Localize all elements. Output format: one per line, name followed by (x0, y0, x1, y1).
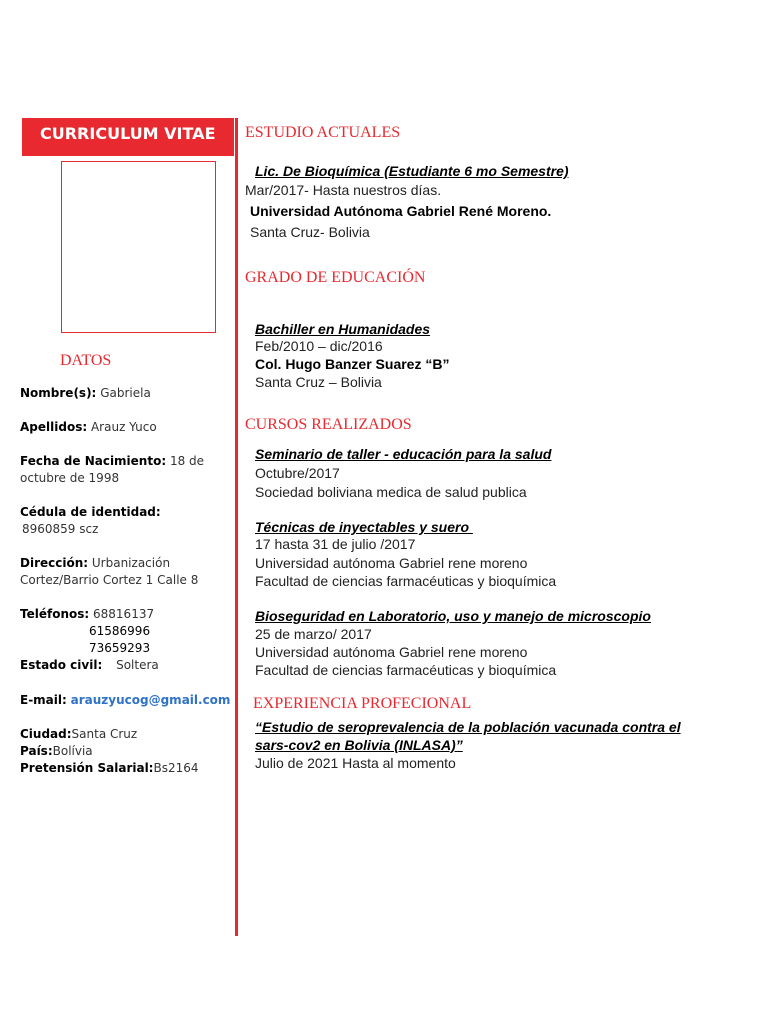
telefono-1: 68816137 (93, 607, 155, 621)
ciudad-value: Santa Cruz (71, 727, 138, 741)
photo-frame (61, 161, 216, 333)
educacion-dates: Feb/2010 – dic/2016 (255, 338, 383, 354)
curso-3-line-3: Facultad de ciencias farmacéuticas y bioquímica (255, 662, 557, 678)
curso-2-line-3: Facultad de ciencias farmacéuticas y bioquímica (255, 573, 557, 589)
nacimiento-row (20, 453, 204, 487)
curso-3-name: Bioseguridad en Laboratorio, uso y manejo de microscopio (255, 608, 651, 624)
curso-3-line-2: Universidad autónoma Gabriel rene moreno (255, 644, 528, 660)
estudios-location: Santa Cruz- Bolivia (250, 224, 370, 240)
ciudad-row (20, 726, 137, 743)
curso-3-line-1: 25 de marzo/ 2017 (255, 626, 372, 642)
educacion-location: Santa Cruz – Bolivia (255, 374, 382, 390)
cedula-row (20, 504, 161, 538)
estado-value: Soltera (116, 658, 159, 672)
estado-row (20, 657, 159, 674)
pais-row (20, 743, 93, 760)
nacimiento-value-2: octubre de 1998 (20, 471, 120, 485)
nacimiento-value-1: 18 de (169, 454, 205, 468)
estudios-university: Universidad Autónoma Gabriel René Moreno. (250, 203, 552, 219)
curso-1-line-1: Octubre/2017 (255, 465, 340, 481)
apellidos-row (20, 419, 157, 436)
nacimiento-label: Fecha de Nacimiento: (20, 454, 167, 468)
cedula-label: Cédula de identidad: (20, 505, 161, 519)
curso-2-name: Técnicas de inyectables y suero (255, 519, 473, 535)
cv-title: CURRICULUM VITAE (40, 124, 216, 143)
curso-2-line-1: 17 hasta 31 de julio /2017 (255, 536, 416, 552)
estudios-dates: Mar/2017- Hasta nuestros días. (245, 182, 442, 198)
vertical-divider (235, 118, 238, 936)
datos-title: DATOS (60, 352, 112, 369)
direccion-value-2: Cortez/Barrio Cortez 1 Calle 8 (20, 573, 199, 587)
curso-1-name: Seminario de taller - educación para la salud (255, 446, 552, 462)
nombre-label: Nombre(s): (20, 386, 97, 400)
experiencia-line-1: “Estudio de seroprevalencia de la población vacunada contra el (255, 719, 681, 735)
curso-2-line-2: Universidad autónoma Gabriel rene moreno (255, 555, 528, 571)
educacion-degree: Bachiller en Humanidades (255, 321, 431, 337)
direccion-value-1: Urbanización (91, 556, 171, 570)
estado-label: Estado civil: (20, 658, 103, 672)
telefono-3: 73659293 (89, 641, 151, 655)
cursos-title: CURSOS REALIZADOS (245, 416, 412, 433)
direccion-label: Dirección: (20, 556, 89, 570)
pais-label: País: (20, 744, 53, 758)
pretension-value: Bs2164 (153, 761, 199, 775)
estudios-title: ESTUDIO ACTUALES (245, 124, 401, 141)
pretension-label: Pretensión Salarial: (20, 761, 154, 775)
nombre-value: Gabriela (100, 386, 151, 400)
telefonos-row (20, 606, 154, 623)
apellidos-label: Apellidos: (20, 420, 88, 434)
direccion-row (20, 555, 198, 589)
ciudad-label: Ciudad: (20, 727, 72, 741)
curso-1-line-2: Sociedad boliviana medica de salud publica (255, 484, 527, 500)
pretension-row (20, 760, 199, 777)
email-link[interactable]: arauzyucog@gmail.com (70, 693, 231, 707)
pais-value: Bolívia (52, 744, 93, 758)
telefonos-label: Teléfonos: (20, 607, 90, 621)
estudios-degree: Lic. De Bioquímica (Estudiante 6 mo Semestre) (255, 163, 569, 179)
email-row (20, 692, 230, 709)
nombre-row (20, 385, 151, 402)
cedula-value: 8960859 scz (22, 522, 99, 536)
experiencia-dates: Julio de 2021 Hasta al momento (255, 755, 456, 771)
email-label: E-mail: (20, 693, 67, 707)
educacion-title: GRADO DE EDUCACIÓN (245, 269, 426, 286)
apellidos-value: Arauz Yuco (90, 420, 157, 434)
telefono-2: 61586996 (89, 624, 151, 638)
experiencia-line-2: sars-cov2 en Bolivia (INLASA)” (255, 737, 463, 753)
educacion-school: Col. Hugo Banzer Suarez “B” (255, 356, 450, 372)
experiencia-title: EXPERIENCIA PROFECIONAL (253, 695, 472, 712)
